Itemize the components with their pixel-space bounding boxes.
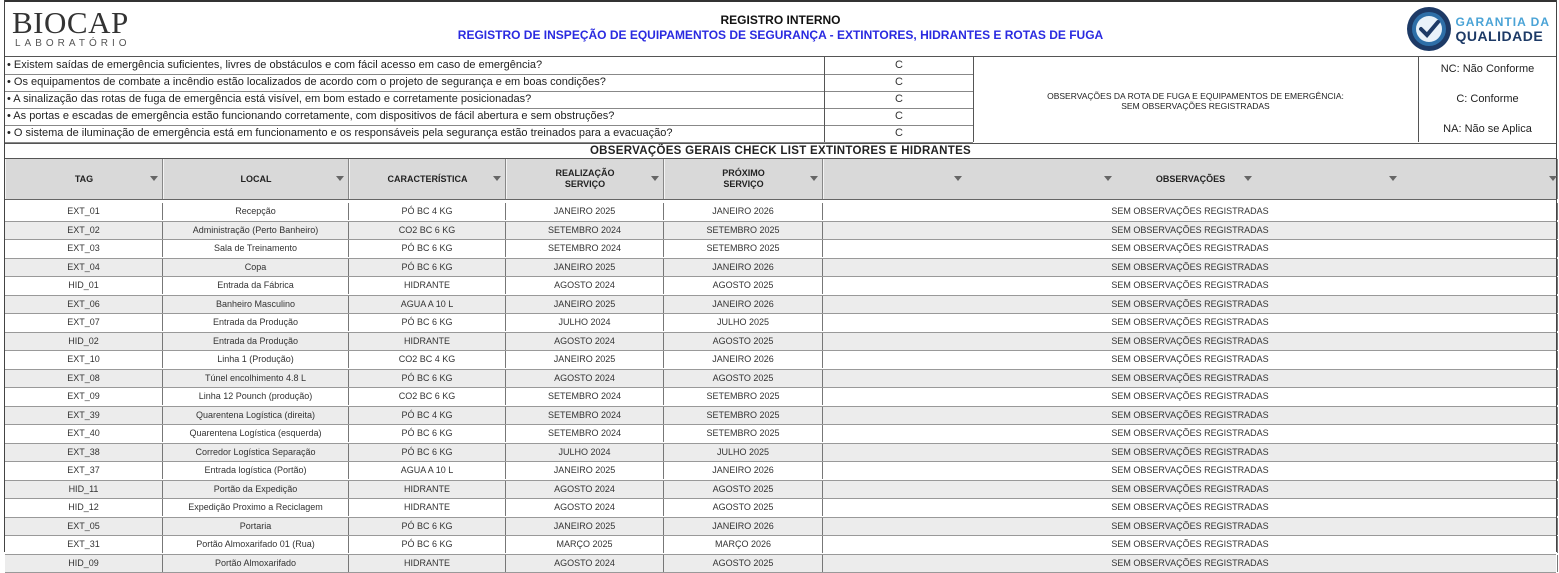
cell-tag[interactable]: EXT_01 [5,203,163,220]
cell-proximo-servico[interactable]: JANEIRO 2026 [664,351,823,368]
cell-local[interactable]: Corredor Logística Separação [163,444,349,461]
cell-observacoes[interactable]: SEM OBSERVAÇÕES REGISTRADAS [823,518,1558,535]
cell-tag[interactable]: EXT_05 [5,518,163,535]
checklist-question: • Existem saídas de emergência suficientes, livres de obstáculos e com fácil acesso em caso de emergência? [7,57,823,73]
cell-realizacao-servico[interactable]: MARÇO 2025 [506,536,664,553]
cell-proximo-servico[interactable]: AGOSTO 2025 [664,370,823,387]
cell-proximo-servico[interactable]: JANEIRO 2026 [664,203,823,220]
route-observations-title: OBSERVAÇÕES DA ROTA DE FUGA E EQUIPAMENTOS DE EMERGÊNCIA: [973,91,1418,101]
checklist-question: • As portas e escadas de emergência estão funcionando corretamente, com dispositivos de fácil abertura e sem obstruções? [7,108,823,124]
legend-c: C: Conforme [1419,93,1556,105]
cell-realizacao-servico[interactable]: AGOSTO 2024 [506,333,664,350]
seal-line-2: QUALIDADE [1455,29,1550,43]
cell-proximo-servico[interactable]: AGOSTO 2025 [664,333,823,350]
column-header-tag [5,159,163,199]
cell-tag[interactable]: HID_01 [5,277,163,294]
cell-realizacao-servico[interactable]: JANEIRO 2025 [506,351,664,368]
document-title: REGISTRO INTERNO [5,13,1556,27]
checklist-answer[interactable]: C [824,91,974,108]
cell-caracteristica[interactable]: PÓ BC 6 KG [349,518,506,535]
filter-dropdown-icon[interactable] [651,176,659,181]
filter-dropdown-icon[interactable] [1389,176,1397,181]
filter-dropdown-icon[interactable] [1549,176,1557,181]
cell-proximo-servico[interactable]: AGOSTO 2025 [664,555,823,572]
table-row [5,259,1556,278]
table-row [5,333,1556,352]
cell-local[interactable]: Sala de Treinamento [163,240,349,257]
table-header [5,159,1556,200]
filter-dropdown-icon[interactable] [954,176,962,181]
cell-caracteristica[interactable]: PÓ BC 4 KG [349,407,506,424]
cell-caracteristica[interactable]: PÓ BC 6 KG [349,425,506,442]
cell-local[interactable]: Portão da Expedição [163,481,349,498]
filter-dropdown-icon[interactable] [336,176,344,181]
cell-tag[interactable]: EXT_04 [5,259,163,276]
cell-tag[interactable]: EXT_08 [5,370,163,387]
legend [1419,57,1556,142]
table-row [5,277,1556,296]
cell-caracteristica[interactable]: CO2 BC 6 KG [349,222,506,239]
cell-observacoes[interactable]: SEM OBSERVAÇÕES REGISTRADAS [823,425,1558,442]
cell-caracteristica[interactable]: PÓ BC 6 KG [349,536,506,553]
checklist-row [5,91,973,109]
cell-observacoes[interactable]: SEM OBSERVAÇÕES REGISTRADAS [823,388,1558,405]
cell-caracteristica[interactable]: PÓ BC 4 KG [349,203,506,220]
quality-seal [1406,6,1550,52]
table-row [5,425,1556,444]
cell-caracteristica[interactable]: PÓ BC 6 KG [349,444,506,461]
cell-realizacao-servico[interactable]: JANEIRO 2025 [506,203,664,220]
cell-tag[interactable]: EXT_07 [5,314,163,331]
cell-local[interactable]: Quarentena Logística (esquerda) [163,425,349,442]
column-header-proximo-servico [664,159,823,199]
cell-local[interactable]: Banheiro Masculino [163,296,349,313]
cell-proximo-servico[interactable]: SETEMBRO 2025 [664,388,823,405]
cell-realizacao-servico[interactable]: JANEIRO 2025 [506,259,664,276]
cell-observacoes[interactable]: SEM OBSERVAÇÕES REGISTRADAS [823,444,1558,461]
cell-observacoes[interactable]: SEM OBSERVAÇÕES REGISTRADAS [823,481,1558,498]
cell-proximo-servico[interactable]: JANEIRO 2026 [664,259,823,276]
cell-realizacao-servico[interactable]: AGOSTO 2024 [506,370,664,387]
cell-caracteristica[interactable]: HIDRANTE [349,333,506,350]
cell-realizacao-servico[interactable]: JANEIRO 2025 [506,462,664,479]
table-row [5,388,1556,407]
cell-realizacao-servico[interactable]: SETEMBRO 2024 [506,222,664,239]
cell-caracteristica[interactable]: CO2 BC 6 KG [349,388,506,405]
checklist-row [5,57,973,75]
route-observations [973,57,1419,142]
cell-caracteristica[interactable]: PÓ BC 6 KG [349,240,506,257]
column-header-label: REALIZAÇÃO SERVIÇO [550,168,620,190]
cell-caracteristica[interactable]: HIDRANTE [349,481,506,498]
cell-local[interactable]: Recepção [163,203,349,220]
column-header-label: CARACTERÍSTICA [388,174,468,185]
cell-tag[interactable]: HID_12 [5,499,163,516]
cell-observacoes[interactable]: SEM OBSERVAÇÕES REGISTRADAS [823,203,1558,220]
column-header-caracteristica [349,159,506,199]
column-header-label: OBSERVAÇÕES [1156,174,1225,185]
filter-dropdown-icon[interactable] [493,176,501,181]
header-titles [5,13,1556,42]
cell-caracteristica[interactable]: HIDRANTE [349,277,506,294]
cell-observacoes[interactable]: SEM OBSERVAÇÕES REGISTRADAS [823,370,1558,387]
table-row [5,370,1556,389]
cell-tag[interactable]: EXT_39 [5,407,163,424]
column-header-label: PRÓXIMO SERVIÇO [709,168,779,190]
filter-dropdown-icon[interactable] [810,176,818,181]
table-row [5,518,1556,537]
cell-proximo-servico[interactable]: JULHO 2025 [664,314,823,331]
checklist-row [5,125,973,143]
cell-observacoes[interactable]: SEM OBSERVAÇÕES REGISTRADAS [823,462,1558,479]
cell-observacoes[interactable]: SEM OBSERVAÇÕES REGISTRADAS [823,407,1558,424]
cell-local[interactable]: Expedição Proximo a Reciclagem [163,499,349,516]
checklist-section [5,57,1556,144]
table-row [5,222,1556,241]
table-row [5,462,1556,481]
cell-realizacao-servico[interactable]: AGOSTO 2024 [506,277,664,294]
cell-proximo-servico[interactable]: JANEIRO 2026 [664,296,823,313]
seal-line-1: GARANTIA DA [1455,15,1550,29]
filter-dropdown-icon[interactable] [1104,176,1112,181]
cell-realizacao-servico[interactable]: AGOSTO 2024 [506,481,664,498]
cell-realizacao-servico[interactable]: SETEMBRO 2024 [506,388,664,405]
cell-local[interactable]: Copa [163,259,349,276]
cell-realizacao-servico[interactable]: JULHO 2024 [506,314,664,331]
cell-caracteristica[interactable]: AGUA A 10 L [349,462,506,479]
column-header-observacoes [823,159,1558,199]
cell-realizacao-servico[interactable]: SETEMBRO 2024 [506,425,664,442]
cell-tag[interactable]: EXT_31 [5,536,163,553]
cell-observacoes[interactable]: SEM OBSERVAÇÕES REGISTRADAS [823,277,1558,294]
cell-local[interactable]: Túnel encolhimento 4.8 L [163,370,349,387]
cell-proximo-servico[interactable]: SETEMBRO 2025 [664,407,823,424]
column-header-label: LOCAL [241,174,272,185]
cell-realizacao-servico[interactable]: SETEMBRO 2024 [506,407,664,424]
cell-local[interactable]: Quarentena Logística (direita) [163,407,349,424]
section-title: OBSERVAÇÕES GERAIS CHECK LIST EXTINTORES E HIDRANTES [5,144,1556,159]
cell-caracteristica[interactable]: HIDRANTE [349,555,506,572]
cell-observacoes[interactable]: SEM OBSERVAÇÕES REGISTRADAS [823,296,1558,313]
cell-observacoes[interactable]: SEM OBSERVAÇÕES REGISTRADAS [823,536,1558,553]
cell-local[interactable]: Administração (Perto Banheiro) [163,222,349,239]
cell-realizacao-servico[interactable]: AGOSTO 2024 [506,499,664,516]
cell-caracteristica[interactable]: PÓ BC 6 KG [349,370,506,387]
cell-local[interactable]: Entrada logística (Portão) [163,462,349,479]
cell-observacoes[interactable]: SEM OBSERVAÇÕES REGISTRADAS [823,259,1558,276]
cell-observacoes[interactable]: SEM OBSERVAÇÕES REGISTRADAS [823,333,1558,350]
cell-local[interactable]: Portaria [163,518,349,535]
cell-caracteristica[interactable]: HIDRANTE [349,499,506,516]
cell-tag[interactable]: EXT_06 [5,296,163,313]
quality-check-icon [1406,6,1452,52]
cell-local[interactable]: Portão Almoxarifado [163,555,349,572]
cell-tag[interactable]: EXT_40 [5,425,163,442]
route-observations-text: SEM OBSERVAÇÕES REGISTRADAS [973,101,1418,111]
spreadsheet [4,0,1557,552]
cell-proximo-servico[interactable]: SETEMBRO 2025 [664,222,823,239]
cell-tag[interactable]: EXT_02 [5,222,163,239]
cell-local[interactable]: Linha 1 (Produção) [163,351,349,368]
brand-name: BIOCAP [12,8,131,38]
checklist-question: • Os equipamentos de combate a incêndio estão localizados de acordo com o projeto de segurança e em boas condições? [7,74,823,90]
cell-observacoes[interactable]: SEM OBSERVAÇÕES REGISTRADAS [823,222,1558,239]
cell-proximo-servico[interactable]: MARÇO 2026 [664,536,823,553]
table-row [5,444,1556,463]
cell-local[interactable]: Entrada da Produção [163,333,349,350]
column-header-label: TAG [75,174,93,185]
cell-tag[interactable]: HID_02 [5,333,163,350]
cell-proximo-servico[interactable]: JULHO 2025 [664,444,823,461]
table-row [5,203,1556,222]
legend-na: NA: Não se Aplica [1419,123,1556,135]
cell-observacoes[interactable]: SEM OBSERVAÇÕES REGISTRADAS [823,314,1558,331]
cell-realizacao-servico[interactable]: JULHO 2024 [506,444,664,461]
cell-local[interactable]: Portão Almoxarifado 01 (Rua) [163,536,349,553]
cell-caracteristica[interactable]: AGUA A 10 L [349,296,506,313]
table-row [5,240,1556,259]
cell-realizacao-servico[interactable]: SETEMBRO 2024 [506,240,664,257]
checklist-answer[interactable]: C [824,125,974,142]
cell-caracteristica[interactable]: CO2 BC 4 KG [349,351,506,368]
document-subtitle: REGISTRO DE INSPEÇÃO DE EQUIPAMENTOS DE SEGURANÇA - EXTINTORES, HIDRANTES E ROTAS DE FUGA [5,28,1556,42]
cell-local[interactable]: Entrada da Fábrica [163,277,349,294]
cell-tag[interactable]: EXT_03 [5,240,163,257]
cell-observacoes[interactable]: SEM OBSERVAÇÕES REGISTRADAS [823,351,1558,368]
legend-nc: NC: Não Conforme [1419,63,1556,75]
checklist-answer[interactable]: C [824,74,974,91]
checklist-answer[interactable]: C [824,57,974,74]
column-header-local [163,159,349,199]
cell-caracteristica[interactable]: PÓ BC 6 KG [349,259,506,276]
cell-caracteristica[interactable]: PÓ BC 6 KG [349,314,506,331]
cell-proximo-servico[interactable]: JANEIRO 2026 [664,462,823,479]
checklist-row [5,108,973,126]
cell-tag[interactable]: EXT_37 [5,462,163,479]
checklist-row [5,74,973,92]
table-row [5,314,1556,333]
table-row [5,555,1556,573]
cell-tag[interactable]: HID_09 [5,555,163,572]
brand-subtitle: LABORATÓRIO [12,38,131,49]
cell-local[interactable]: Linha 12 Pounch (produção) [163,388,349,405]
table-row [5,296,1556,315]
cell-proximo-servico[interactable]: SETEMBRO 2025 [664,240,823,257]
table-row [5,499,1556,518]
cell-observacoes[interactable]: SEM OBSERVAÇÕES REGISTRADAS [823,499,1558,516]
document-header [5,0,1556,57]
table-row [5,481,1556,500]
cell-realizacao-servico[interactable]: JANEIRO 2025 [506,518,664,535]
cell-tag[interactable]: HID_11 [5,481,163,498]
cell-proximo-servico[interactable]: AGOSTO 2025 [664,499,823,516]
cell-realizacao-servico[interactable]: AGOSTO 2024 [506,555,664,572]
cell-tag[interactable]: EXT_38 [5,444,163,461]
checklist-answer[interactable]: C [824,108,974,125]
cell-observacoes[interactable]: SEM OBSERVAÇÕES REGISTRADAS [823,240,1558,257]
checklist-question: • O sistema de iluminação de emergência está em funcionamento e os responsáveis pela segurança estão treinados para a evacuação? [7,125,823,141]
cell-tag[interactable]: EXT_10 [5,351,163,368]
cell-tag[interactable]: EXT_09 [5,388,163,405]
filter-dropdown-icon[interactable] [1244,176,1252,181]
column-header-realizacao-servico [506,159,664,199]
cell-local[interactable]: Entrada da Produção [163,314,349,331]
cell-proximo-servico[interactable]: AGOSTO 2025 [664,277,823,294]
cell-observacoes[interactable]: SEM OBSERVAÇÕES REGISTRADAS [823,555,1558,572]
cell-proximo-servico[interactable]: JANEIRO 2026 [664,518,823,535]
checklist-question: • A sinalização das rotas de fuga de emergência está visível, em bom estado e corretamente posicionadas? [7,91,823,107]
table-body [5,203,1556,573]
cell-proximo-servico[interactable]: SETEMBRO 2025 [664,425,823,442]
filter-dropdown-icon[interactable] [150,176,158,181]
table-row [5,407,1556,426]
cell-realizacao-servico[interactable]: JANEIRO 2025 [506,296,664,313]
table-row [5,351,1556,370]
cell-proximo-servico[interactable]: AGOSTO 2025 [664,481,823,498]
